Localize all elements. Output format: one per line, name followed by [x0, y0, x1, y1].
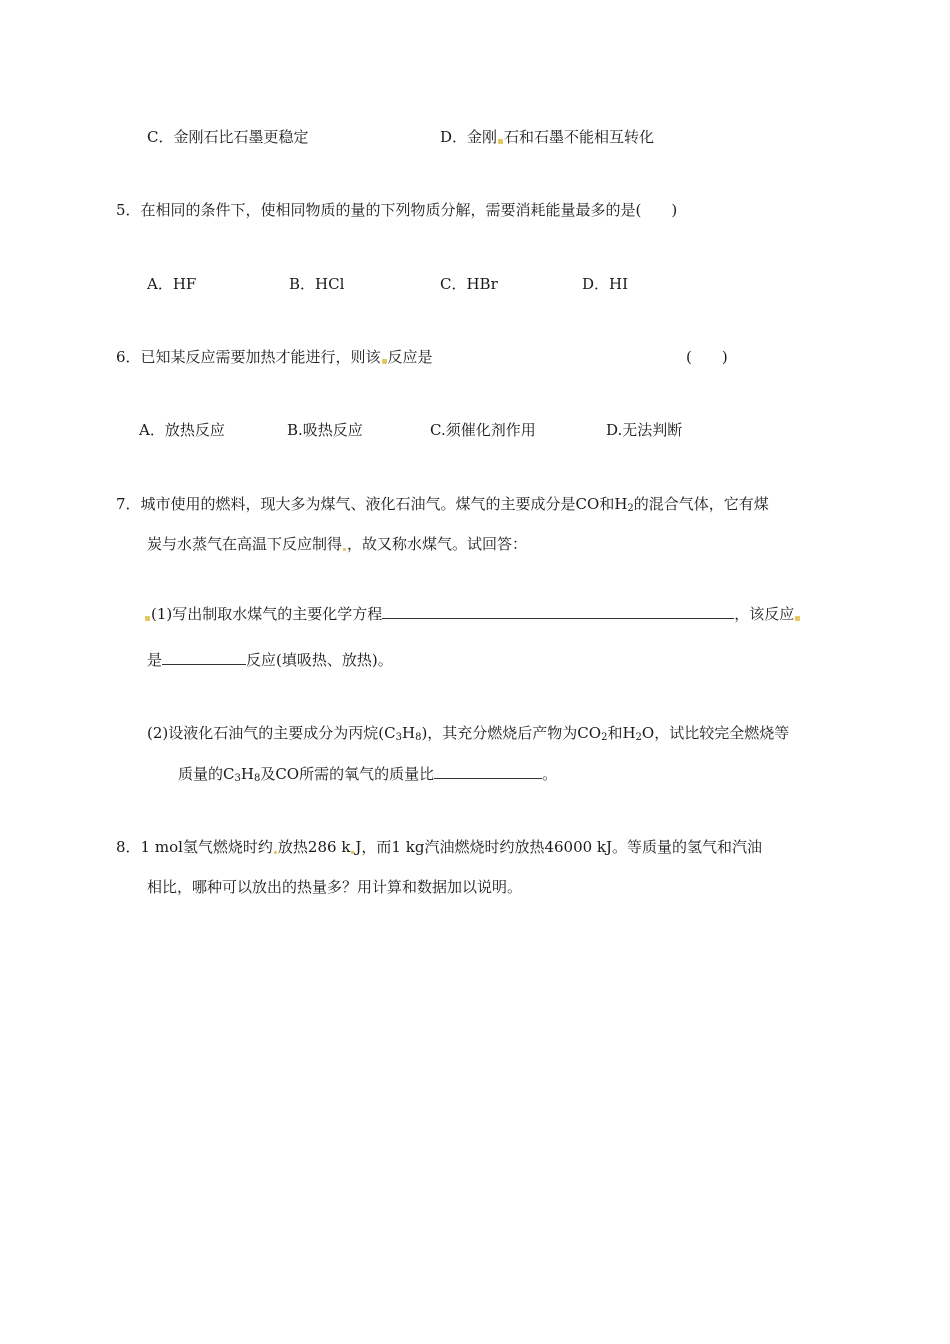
q6-stem: 6．已知某反应需要加热才能进行，则该 反应是: [116, 348, 433, 366]
q5-option-a: A．HF: [147, 275, 197, 293]
q5-option-b: B．HCl: [289, 275, 345, 293]
q6-option-b: B.吸热反应: [287, 421, 363, 439]
q5-stem: 5．在相同的条件下，使相同物质的量的下列物质分解，需要消耗能量最多的是( ): [116, 201, 678, 219]
answer-blank-heat-type[interactable]: [162, 650, 246, 665]
edit-mark-icon: [795, 616, 800, 621]
edit-mark-icon: [145, 616, 150, 621]
edit-mark-icon: [274, 851, 277, 854]
q4-option-d: D．金刚 石和石墨不能相互转化: [440, 128, 655, 146]
edit-mark-icon: [498, 139, 503, 144]
answer-blank-equation[interactable]: [382, 604, 734, 619]
edit-mark-icon: [343, 548, 346, 551]
edit-mark-icon: [351, 851, 354, 854]
q7-part1-line2: 是 反应(填吸热、放热)。: [147, 651, 393, 669]
q6-option-a: A．放热反应: [139, 421, 225, 439]
q7-stem-line1: 7．城市使用的燃料，现大多为煤气、液化石油气。煤气的主要成分是CO和$H_2$的混合气体，它有煤: [116, 495, 769, 514]
q7-part1-line1: (1)写出制取水煤气的主要化学方程 ，该反应: [144, 604, 801, 624]
q6-option-d: D.无法判断: [606, 421, 683, 439]
answer-blank-ratio[interactable]: [434, 764, 542, 779]
edit-mark-icon: [382, 359, 387, 364]
q8-stem-line2: 相比，哪种可以放出的热量多？用计算和数据加以说明。: [147, 878, 523, 896]
q7-stem-line2: 炭与水蒸气在高温下反应制得 ，故又称水煤气。试回答：: [147, 535, 528, 553]
q5-option-d: D．HI: [582, 275, 629, 293]
q7-part2-line1: (2)设液化石油气的主要成分为丙烷$(C_3H_8)$，其充分燃烧后产物为$CO_2$和$H_2O$，试比较完全燃烧等: [147, 724, 790, 743]
q6-option-c: C.须催化剂作用: [430, 421, 536, 439]
q6-answer-paren: ( ): [686, 348, 728, 366]
q7-part2-line2: 质量的$C_3H_8$及CO所需的氧气的质量比 。: [178, 765, 558, 784]
q8-stem-line1: 8．1 mol氢气燃烧时约 放热286 k J，而1 kg汽油燃烧时约放热46000 kJ。等质量的氢气和汽油: [116, 838, 763, 856]
q5-option-c: C．HBr: [440, 275, 498, 293]
q4-option-c: C．金刚石比石墨更稳定: [147, 128, 309, 146]
